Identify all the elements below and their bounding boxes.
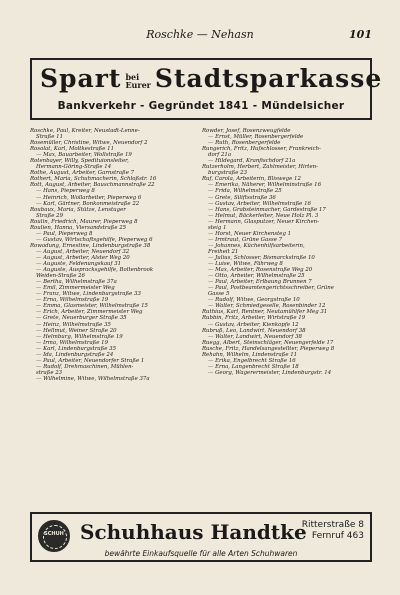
directory-entry: — Georg, Wagerermeister, Lindenburgstr. 14 — [208, 369, 332, 376]
directory-entry: — Hermann, Glasputzer, Neuer Kirchen- — [208, 218, 319, 225]
directory-entry: — Paul, Arbeiter, Neuendorfer Straße 1 — [36, 357, 145, 364]
directory-entry: — Emma, Glasmeister, Wilhelmstraße 15 — [36, 303, 148, 310]
directory-entry: — Heinrich, Wollarbeiter, Pieperweg 6 — [36, 194, 142, 201]
directory-entry: — Walter, Landwirt, Neuendorf 38 — [208, 333, 302, 340]
directory-entry: Ruf, Carola, Arbeiterin, Bliswege 12 — [202, 176, 301, 183]
advert-brand-left: Spart — [40, 64, 122, 93]
directory-entry: Rubbin, Fritz, Arbeiter, Wirtstraße 19 — [202, 315, 306, 322]
directory-entry: Hermann-Göring-Straße 14 — [36, 164, 112, 171]
directory-entry: Gasse 5 — [208, 291, 230, 298]
shoe-shop-logo — [38, 520, 70, 552]
directory-entry: — Max, Bauarbeiter, Wollstraße 19 — [36, 152, 132, 159]
directory-entry: — Ernst, Müller, Rosenbergerfelde — [208, 134, 304, 141]
directory-entry: — Wilhelmine, Witwe, Wilhelmstraße 37a — [36, 375, 150, 382]
shop-name: Schuhhaus Handtke — [80, 520, 307, 544]
page-title: Roschke — Nehasn — [146, 28, 254, 41]
directory-entry: — Grete, Siliftsstraße 36 — [208, 194, 276, 201]
directory-entry: — Paul, Arbeiter, Erlbaung Brunnen 7 — [208, 279, 312, 286]
directory-entry: — Karl, Lindenburgstraße 35 — [36, 345, 116, 352]
directory-entry: dorf 21a — [208, 152, 232, 159]
directory-entry: Rusche, Fritz, Handelsangestellter, Pieperweg 8 — [202, 345, 335, 352]
shoe-shop-advert — [30, 512, 372, 562]
directory-entry: — Irma, Wilhelmstraße 19 — [36, 339, 109, 346]
page-number: 101 — [349, 28, 372, 41]
directory-entry: — Frida, Wilhelmstraße 25 — [208, 188, 282, 195]
directory-entry: — Otto, Arbeiter, Wilhelmstraße 25 — [208, 273, 305, 280]
directory-entry: — Ruth, Rosenbergerfelde — [208, 140, 281, 147]
directory-entry: — Paul, Pieperweg 8 — [36, 230, 93, 237]
directory-entry: Rowder, Josef, Rosenzweugfelde — [202, 128, 291, 134]
directory-entry: Rosemüller, Christine, Witwe, Neuendorf 2 — [30, 140, 148, 147]
directory-entry: Roschke, Paul, Kreiter, Neustadt-Lenne- — [30, 128, 140, 134]
directory-entry: — Grete, Neuerburger Straße 35 — [36, 315, 127, 322]
shop-tagline: bewährte Einkaufsquelle für alle Arten Schuhwaren — [104, 549, 298, 558]
directory-entry: burgstraße 23 — [208, 170, 248, 177]
directory-entry: — Johannes, Küchenhilfsarbeiterin, — [208, 242, 305, 249]
directory-entry: Rubruß, Leo, Landwirt, Neuendorf 38 — [202, 327, 306, 334]
directory-entry: steig 1 — [208, 224, 227, 231]
directory-entry: — Helmut, Bäckerleiter, Neue Holz Pl. 3 — [208, 212, 319, 219]
directory-entry: Roulin, Friedrich, Maurer, Pieperweg 8 — [30, 218, 138, 225]
directory-entry: — Hans, Grabsteinmacher, Gardestraße 17 — [208, 206, 326, 213]
left-column — [30, 128, 202, 382]
right-column — [202, 128, 374, 376]
directory-entry: — Gustav, Arbeiter, Wilhelmstraße 16 — [208, 200, 311, 207]
directory-entry: — Gustav, Arbeiter, Kienkopfe 12 — [208, 321, 299, 328]
directory-entry: — Irmtraut, Grüne Gasse 7 — [208, 236, 283, 243]
directory-entry: — Walter, Schmiedgeselle, Rosenbinder 12 — [208, 303, 326, 310]
savings-bank-advert — [30, 58, 383, 120]
directory-entry: — Erna, Langenbrecht Straße 18 — [208, 363, 299, 370]
directory-entry: Ruegg, Albert, Steinschläger, Neuengerfelde 17 — [202, 339, 334, 346]
directory-entry: — Gustav, Wirtschaftsgehilfe, Pieperweg 6 — [36, 236, 153, 243]
directory-entry: — Auguste, Auspracksgehilfe, Boltenbrook — [36, 267, 154, 274]
directory-entry: — Rudolf, Drehmaschinen, Mühlen- — [36, 363, 134, 370]
directory-entry: — Paul, Postbeamtengerichtsschreiber, Grüne — [208, 285, 334, 292]
directory-entry: — Rudolf, Witwe, Georgstraße 10 — [208, 297, 300, 304]
directory-entry: — Erna, Wilhelmstraße 19 — [36, 297, 109, 304]
advert-headline — [40, 64, 382, 93]
advert-subline: Bankverkehr - Gegründet 1841 - Mündelsicher — [57, 100, 345, 112]
directory-entry: Rosolat, Karl, Moltkestraße 11 — [30, 146, 115, 153]
directory-entry: — Horst, Neuer Kirchensteg 1 — [208, 230, 292, 237]
logo-text: SCHUH — [44, 531, 64, 537]
directory-entry: Rothert, Maria, Schuhmacherin, Schloßstr. 16 — [30, 176, 157, 183]
directory-entry: — Bertha, Wilhelmstraße 37a — [36, 279, 117, 286]
advert-small-words — [125, 73, 150, 89]
directory-entry: — Max, Arbeiter, Rosenstraße Weg 20 — [208, 267, 313, 274]
directory-entry: — Auguste, Feldenungskauf 31 — [36, 261, 122, 268]
directory-entry: Straße 11 — [36, 134, 64, 141]
directory-entry: — Emil, Zimmermeister Weg — [36, 285, 115, 292]
shop-address-line1: Ritterstraße 8 — [301, 520, 364, 530]
directory-entry: Rotenbayer, Willy, Spedituionsleiter, — [30, 158, 129, 165]
advert-small-top: bei — [125, 71, 140, 82]
directory-entry: Freiheit 21 — [208, 248, 239, 255]
shop-phone: Fernruf 463 — [311, 531, 364, 541]
directory-entry: Ruthius, Karl, Rentner, Neutamühlfer Meg 31 — [202, 309, 328, 316]
directory-entry: — Hellmut, Weiner Straße 20 — [36, 327, 117, 334]
directory-entry: Rothe, August, Arbeiter, Garnstraße 7 — [30, 170, 135, 177]
directory-entry: — Hans, Pieperweg 8 — [36, 188, 95, 195]
directory-entry: — Franz, Witwe, Lindenburgstraße 33 — [36, 291, 141, 298]
directory-entry: Rehahn, Wilhelm, Lindenstraße 11 — [202, 351, 298, 358]
directory-entry: — Helmburg, Wilhelmstraße 19 — [36, 333, 123, 340]
directory-entry: — Erika, Engelbrecht Straße 16 — [208, 357, 296, 364]
directory-entry: — August, Arbeiter, Neuendorf 32 — [36, 248, 130, 255]
advert-small-bottom: Eurer — [125, 79, 151, 90]
directory-entry: Rutzerholm, Herbert, Zahlmeister, Hirten- — [202, 164, 318, 171]
directory-entry: Rungerich, Fritz, Hufschlosser, Frankreich- — [202, 146, 321, 153]
directory-entry: Roulien, Hanna, Viersandstraße 25 — [30, 224, 127, 231]
advert-brand-right: Stadtsparkasse — [154, 64, 383, 93]
directory-entry: — Luise, Witwe, Fährweg 8 — [208, 261, 283, 268]
directory-entry: — August, Arbeiter, Alster Weg 20 — [36, 254, 130, 261]
directory-entry: Straße 29 — [36, 212, 64, 219]
directory-entry: — Julius, Schlosser, Bismarckstraße 10 — [208, 254, 315, 261]
directory-entry: straße 23 — [36, 369, 63, 376]
directory-entry: — Hildegard, Kranfischdorf 21a — [208, 158, 296, 165]
directory-entry: Roubaux, Maria, Stütze, Lenstuger — [30, 206, 126, 213]
page-header — [0, 28, 400, 44]
logo-ring — [43, 525, 67, 549]
directory-entry: Weiden-Straße 26 — [36, 273, 85, 280]
directory-entry: — Karl, Gärtner, Bonkonmeistraße 22 — [36, 200, 140, 207]
directory-entry: — Heinz, Wilhelmstraße 35 — [36, 321, 111, 328]
directory-entry: Rott, August, Arbeiter, Bauschmannstraße 22 — [30, 182, 155, 189]
directory-entry: — Erich, Arbeiter, Zimmermeister Weg — [36, 309, 143, 316]
shop-address — [302, 520, 364, 542]
directory-entry: — Emerika, Näherer, Wilhelminstraße 16 — [208, 182, 321, 189]
directory-entry: — Ida, Lindenburgstraße 24 — [36, 351, 114, 358]
directory-entry: Rowadung, Ernestine, Lindenburgstraße 38 — [30, 242, 151, 249]
